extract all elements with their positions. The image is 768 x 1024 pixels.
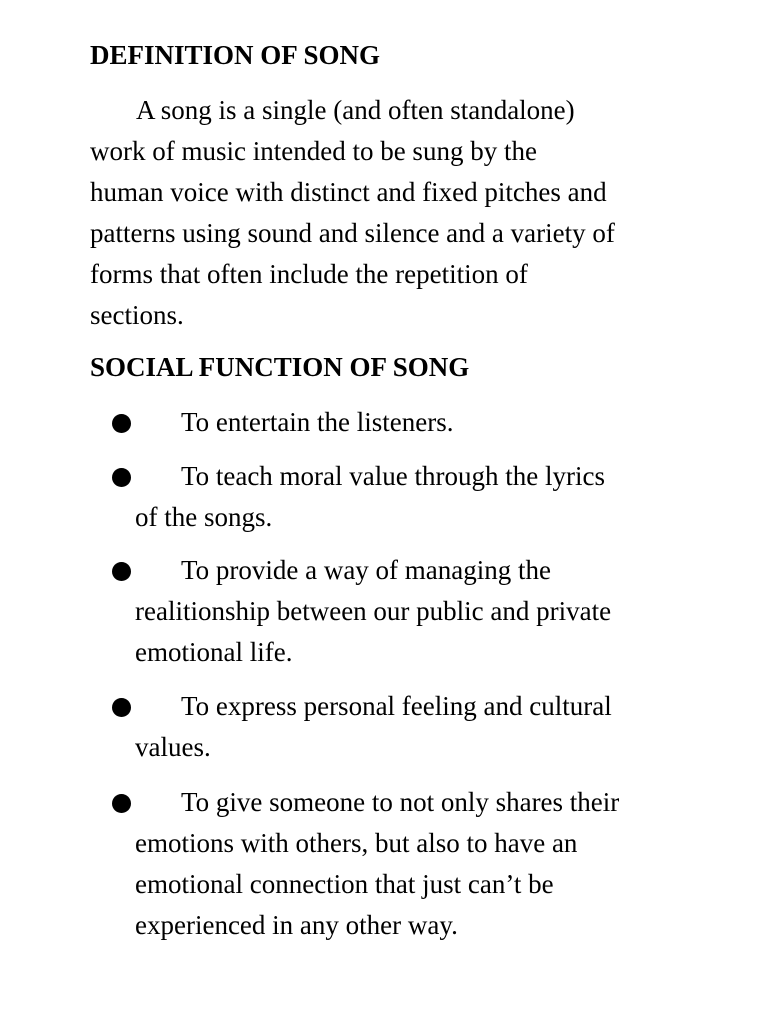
- definition-line: human voice with distinct and fixed pitches and: [90, 177, 607, 207]
- bullet-icon: [112, 562, 131, 581]
- list-item-line: of the songs.: [135, 502, 273, 532]
- list-item-line: emotional life.: [135, 637, 293, 667]
- list-item-line: emotions with others, but also to have an: [135, 828, 578, 858]
- definition-line: A song is a single (and often standalone): [136, 95, 575, 125]
- list-item-line: experienced in any other way.: [135, 910, 458, 940]
- list-item-line: values.: [135, 732, 211, 762]
- bullet-icon: [112, 698, 131, 717]
- list-item: [112, 550, 732, 673]
- list-item: [112, 782, 732, 946]
- definition-line: work of music intended to be sung by the: [90, 136, 537, 166]
- bullet-icon: [112, 468, 131, 487]
- list-item-line: To teach moral value through the lyrics: [181, 461, 605, 491]
- bullet-icon: [112, 794, 131, 813]
- social-function-heading: SOCIAL FUNCTION OF SONG: [90, 352, 470, 382]
- definition-line: sections.: [90, 300, 184, 330]
- list-item-line: To give someone to not only shares their: [181, 787, 620, 817]
- definition-line: forms that often include the repetition of: [90, 259, 528, 289]
- list-item-line: realitionship between our public and private: [135, 596, 612, 626]
- list-item: [112, 402, 732, 443]
- list-item: [112, 686, 732, 768]
- list-item-line: To entertain the listeners.: [181, 407, 454, 437]
- list-item-line: To provide a way of managing the: [181, 555, 551, 585]
- bullet-icon: [112, 414, 131, 433]
- definition-line: patterns using sound and silence and a variety of: [90, 218, 615, 248]
- definition-paragraph: [90, 90, 700, 336]
- list-item-line: emotional connection that just can’t be: [135, 869, 554, 899]
- list-item-line: To express personal feeling and cultural: [181, 691, 612, 721]
- list-item: [112, 456, 732, 538]
- definition-heading: DEFINITION OF SONG: [90, 40, 381, 70]
